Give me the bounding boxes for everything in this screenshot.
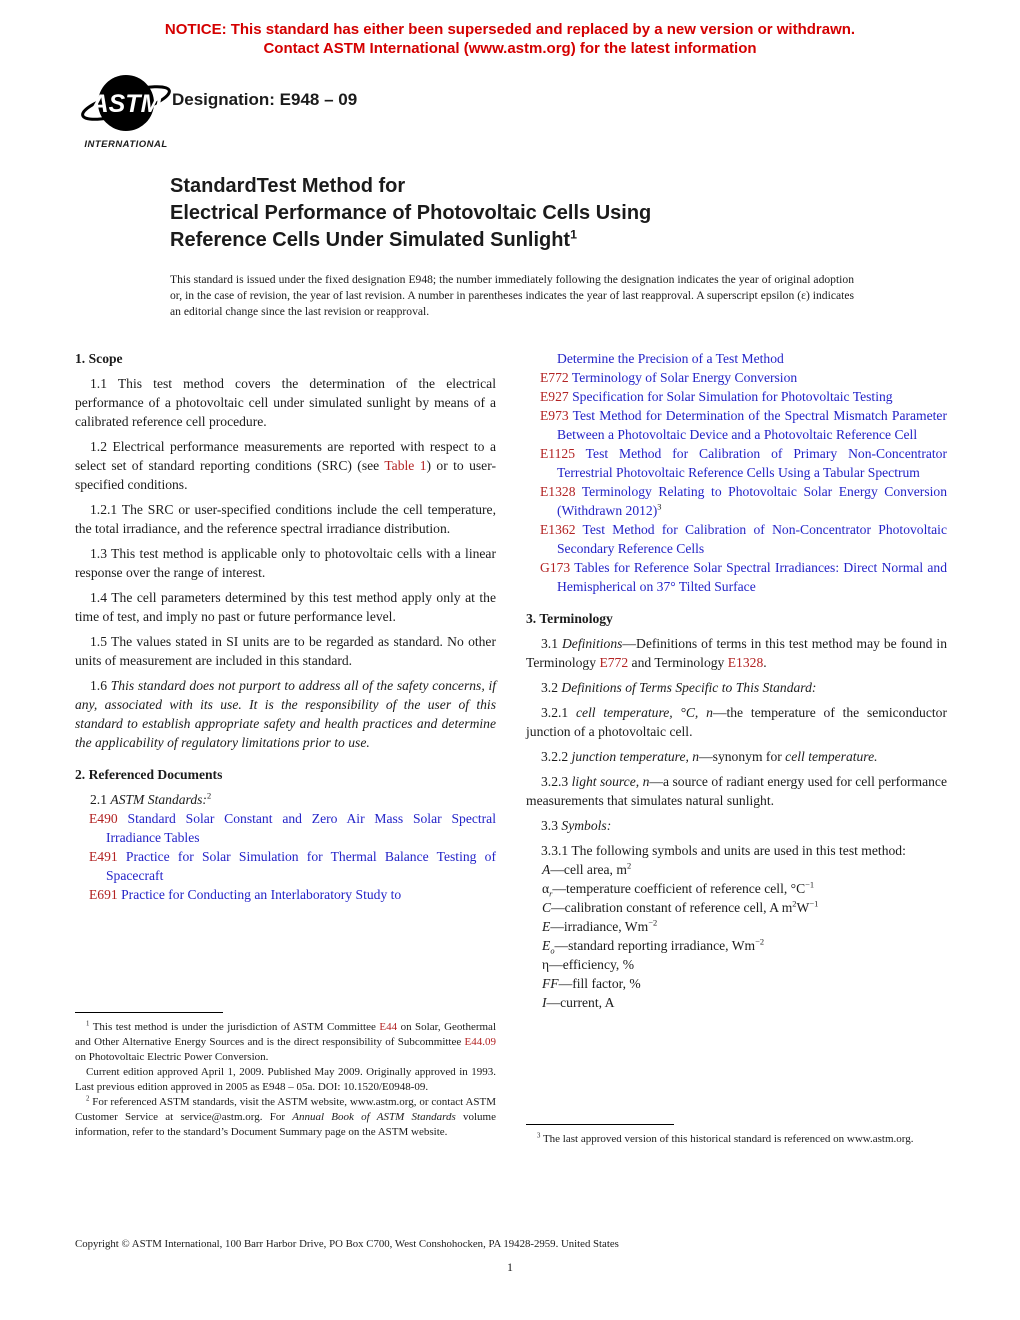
doc-link[interactable]: E490 [89, 811, 118, 826]
title-line-2: Electrical Performance of Photovoltaic Cells Using [170, 202, 652, 224]
symbol-definition: C—calibration constant of reference cell, A $m^2W^{-1}$ [542, 898, 819, 915]
text-segment: C [542, 900, 552, 915]
text-segment: Definitions [561, 636, 623, 651]
title-line-1: StandardTest Method for [170, 175, 406, 197]
text-segment: 3 [537, 1132, 541, 1140]
symbol-definition: A—cell area, $m^2$ [542, 860, 632, 877]
designation: Designation: E948 – 09 [172, 90, 358, 109]
doc-link[interactable]: E44.09 [464, 1036, 496, 1048]
doc-link[interactable]: E973 [540, 408, 569, 423]
paragraph: 3.2.2 junction temperature, n—synonym for cell temperature. [541, 749, 878, 764]
symbol-definition: E—irradiance, $Wm^{-2}$ [542, 917, 658, 934]
symbol-definition: FF—fill factor, % [542, 976, 641, 991]
symbol-definition: $\alpha_r—temperature$ coefficient of reference cell, $^\circ C^{-1}$ [542, 879, 815, 899]
doc-link[interactable]: E1328 [540, 484, 576, 499]
paragraph: 1.2.1 The SRC or user-specified conditions include the cell temperature, the total irradiance, and the reference spectral irradiance distribution. [75, 502, 496, 536]
section-2-heading: 2. Referenced Documents [75, 767, 223, 782]
paragraph: 1.6 This standard does not purport to address all of the safety concerns, if any, associated with its use. It is the responsibility of the user of this standard to establish appropriate safety and health practices and determine the applicability of regulatory limitations prior to use. [75, 678, 496, 750]
text-segment: 2 [206, 790, 212, 801]
paragraph: 3.3 Symbols: [541, 818, 612, 833]
text-segment: E [542, 938, 551, 953]
title-line-3: Reference Cells Under Simulated Sunlight$^1$ [170, 227, 577, 251]
paragraph: 1.5 The values stated in SI units are to be regarded as standard. No other units of measurement are included in this standard. [75, 634, 496, 668]
notice-line-1: NOTICE: This standard has either been superseded and replaced by a new version or withdrawn. [164, 21, 856, 38]
page-number: 1 [507, 1260, 513, 1274]
text-segment: light source, n [571, 774, 650, 789]
doc-link[interactable]: Test Method for Determination of the Spectral Mismatch Parameter Between a Photovoltaic Device and a Photovoltaic Reference Cell [557, 408, 947, 442]
notice-line-2: Contact ASTM International (www.astm.org) for the latest information [263, 40, 757, 57]
text-segment: A [542, 862, 551, 877]
astm-globe-icon [78, 72, 174, 138]
text-segment: Annual Book of ASTM Standards [292, 1111, 456, 1123]
footnotes-left-body [75, 1020, 496, 1140]
doc-link[interactable]: E772 [540, 370, 569, 385]
copyright-line: Copyright © ASTM International, 100 Barr Harbor Drive, PO Box C700, West Conshohocken, PA 19428-2959. United States [75, 1238, 619, 1250]
symbol-definition: η—efficiency, % [542, 957, 635, 972]
text-segment: 3 [657, 501, 662, 512]
doc-link[interactable]: E927 [540, 389, 569, 404]
left-column [75, 349, 496, 904]
doc-link[interactable]: E1328 [727, 655, 764, 670]
supersession-notice [0, 20, 1020, 58]
symbol-definition: $E_o—standard$ reporting irradiance, $Wm^{-2}$ [542, 936, 765, 956]
doc-link[interactable]: Determine the Precision of a Test Method [557, 351, 784, 366]
text-segment: 2 [86, 1095, 90, 1103]
doc-link[interactable]: Table 1 [384, 458, 427, 473]
reference-item [526, 558, 947, 596]
text-segment: cell temperature, °C, n [575, 705, 713, 720]
paragraph: 1.2 Electrical performance measurements are reported with respect to a select set of standard reporting conditions (SRC) (see Table 1) or to user-specified conditions. [75, 439, 496, 492]
reference-item [526, 387, 947, 406]
footnotes-left [75, 1012, 496, 1140]
reference-continuation [526, 349, 947, 368]
doc-link[interactable]: Tables for Reference Solar Spectral Irradiances: Direct Normal and Hemispherical on 37° Tilted Surface [557, 560, 947, 594]
text-segment: FF [542, 976, 559, 991]
reference-item [526, 520, 947, 558]
footnote-rule [75, 1012, 223, 1013]
footnote-rule [526, 1124, 674, 1125]
svg-text:ASTM: ASTM [90, 90, 162, 118]
paragraph: 1.1 This test method covers the determination of the electrical performance of a photovoltaic cell under simulated sunlight by means of a calibrated reference cell procedure. [75, 376, 496, 429]
section-3-heading: 3. Terminology [526, 611, 613, 626]
doc-link[interactable]: E1125 [540, 446, 575, 461]
text-segment: 1 [570, 227, 577, 242]
doc-link[interactable]: E691 [89, 887, 118, 902]
text-segment: This standard does not purport to address all of the safety concerns, if any, associated with its use. It is the responsibility of the user of this standard to establish appropriate safety and health practices and determine the applicability of regulatory limitations prior to use. [75, 678, 496, 750]
text-segment: −1 [809, 898, 819, 909]
doc-link[interactable]: Terminology Relating to Photovoltaic Solar Energy Conversion (Withdrawn 2012) [557, 484, 947, 518]
astm-logo [78, 72, 174, 150]
doc-link[interactable]: Practice for Conducting an Interlaboratory Study to [117, 887, 402, 902]
astm-logo-subtitle: INTERNATIONAL [84, 139, 168, 150]
doc-link[interactable]: G173 [540, 560, 571, 575]
footnote: $^2$ For referenced ASTM standards, visit the ASTM website, www.astm.org, or contact ASTM Customer Service at service@astm.org. For Annual Book of ASTM Standards volume information, refer to the standard’s Document Summary page on the ASTM website. [75, 1095, 496, 1138]
paragraph: 3.1 Definitions—Definitions of terms in this test method may be found in Terminology E772 and Terminology E1328. [526, 636, 947, 670]
doc-link[interactable]: Specification for Solar Simulation for Photovoltaic Testing [568, 389, 893, 404]
footnotes-right-body [526, 1132, 947, 1147]
paragraph: 3.2.3 light source, n—a source of radiant energy used for cell performance measurements that simulates natural sunlight. [526, 774, 947, 808]
text-segment: o [550, 945, 555, 956]
paragraph: 3.2 Definitions of Terms Specific to This Standard: [541, 680, 817, 695]
text-segment: 2 [792, 898, 797, 909]
doc-link[interactable]: E772 [599, 655, 629, 670]
reference-item [75, 847, 496, 885]
footnote: Current edition approved April 1, 2009. Published May 2009. Originally approved in 1993. Last previous edition approved in 2005 as E948 – 05a. DOI: 10.1520/E0948-09. [75, 1066, 496, 1093]
text-segment: cell temperature. [785, 749, 878, 764]
paragraph: 1.3 This test method is applicable only to photovoltaic cells with a linear response over the range of interest. [75, 546, 496, 580]
doc-link[interactable]: Standard Solar Constant and Zero Air Mass Solar Spectral Irradiance Tables [106, 811, 496, 845]
footnotes-right [526, 1124, 947, 1147]
section-1-heading: 1. Scope [75, 351, 123, 366]
symbol-definition: I—current, A [542, 995, 615, 1010]
text-segment: −2 [755, 936, 765, 947]
doc-link[interactable]: E491 [89, 849, 118, 864]
text-segment: r [549, 888, 553, 899]
issuance-note: This standard is issued under the fixed designation E948; the number immediately following the designation indicates the year of original adoption or, in the case of revision, the year of last revision. A number in parentheses indicates the year of last reapproval. A superscript epsilon (ε) indicates an editorial change since the last revision or reapproval. [170, 273, 854, 318]
doc-link[interactable]: E1362 [540, 522, 576, 537]
reference-item [526, 406, 947, 444]
paragraph: 3.3.1 The following symbols and units are used in this test method: [541, 843, 906, 858]
reference-item [75, 885, 496, 904]
text-segment: −2 [648, 917, 658, 928]
document-title [170, 173, 651, 254]
text-segment: I [542, 995, 547, 1010]
doc-link[interactable]: E44 [379, 1021, 398, 1033]
doc-link[interactable]: Test Method for Calibration of Primary Non-Concentrator Terrestrial Photovoltaic Reference Cells Using a Tabular Spectrum [557, 446, 947, 480]
text-segment: E [542, 919, 551, 934]
reference-item [526, 482, 947, 520]
footnote: $^1$ This test method is under the jurisdiction of ASTM Committee E44 on Solar, Geothermal and Other Alternative Energy Sources and is the direct responsibility of Subcommittee E44.09 on Photovoltaic Electric Power Conversion. [75, 1020, 496, 1063]
text-segment: 1 [86, 1020, 90, 1028]
reference-item [526, 368, 947, 387]
reference-item [75, 809, 496, 847]
paragraph: 1.4 The cell parameters determined by this test method apply only at the time of test, and imply no past or future performance level. [75, 590, 496, 624]
text-segment: junction temperature, n [571, 749, 700, 764]
paragraph: 2.1 ASTM Standards:$^2$ [90, 790, 212, 807]
text-segment: Definitions of Terms Specific to This Standard: [561, 680, 817, 695]
text-segment: 2 [626, 860, 632, 871]
paragraph: 3.2.1 cell temperature, °C, n—the temperature of the semiconductor junction of a photovoltaic cell. [526, 705, 947, 739]
doc-link[interactable]: Practice for Solar Simulation for Thermal Balance Testing of Spacecraft [106, 849, 496, 883]
text-segment: Symbols: [561, 818, 612, 833]
doc-link[interactable]: Terminology of Solar Energy Conversion [568, 370, 798, 385]
reference-item [526, 444, 947, 482]
doc-link[interactable]: Test Method for Calibration of Non-Concentrator Photovoltaic Secondary Reference Cells [557, 522, 947, 556]
text-segment: −1 [805, 879, 815, 890]
footnote: $^3$ The last approved version of this historical standard is referenced on www.astm.org. [537, 1132, 914, 1145]
right-column [526, 349, 947, 1012]
text-segment: ASTM Standards: [110, 792, 207, 807]
